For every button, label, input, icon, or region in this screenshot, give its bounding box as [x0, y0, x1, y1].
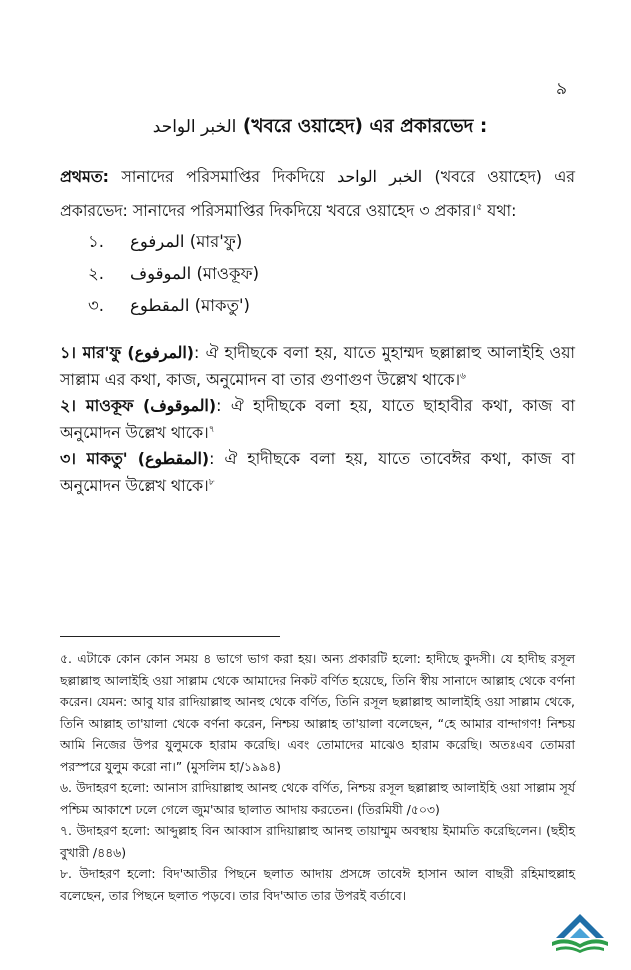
definition-paragraph: ৩। মাকতু' (المقطوع): ঐ হাদীছকে বলা হয়, যাতে তাবেঈর কথা, কাজ বা অনুমোদন উল্লেখ থাকে।$^৮$	[60, 449, 575, 495]
footnotes	[60, 648, 575, 906]
definitions	[60, 340, 575, 499]
footnote-divider	[60, 636, 280, 637]
list-item-arabic: المقطوع	[130, 296, 190, 315]
heading-text: (খবরে ওয়াহেদ) এর প্রকারভেদ :	[242, 116, 488, 137]
definition-term: ১। মার'ফু	[60, 343, 122, 362]
list-item-text: (মাকতু')	[189, 296, 250, 315]
definition-arabic: المقطوع	[144, 449, 202, 468]
list-item-number: ৩.	[88, 296, 104, 315]
list-item	[88, 226, 259, 258]
definition-term: ২। মাওকূফ	[60, 396, 134, 415]
definition-paragraph: ২। মাওকূফ (الموقوف): ঐ হাদীছকে বলা হয়, যাতে ছাহাবীর কথা, কাজ বা অনুমোদন উল্লেখ থাকে।$^৭$	[60, 396, 575, 442]
intro-part1: সানাদের পরিসমাপ্তির দিকদিয়ে	[108, 167, 338, 186]
page-number: ৯	[556, 79, 568, 99]
list-item-text: (মার'ফু)	[184, 232, 243, 251]
list-item-arabic: الموقوف	[130, 264, 192, 283]
list-item-arabic: المرفوع	[130, 232, 185, 251]
footnote-ref-7: ৭	[208, 424, 215, 435]
footnote: ৮. উদাহরণ হলো: বিদ'আতীর পিছনে ছলাত আদায় প্রসঙ্গে তাবেঈ হাসান আল বাছরী রহিমাহুল্লাহ বলেছেন, তার পিছনে ছলাত পড়বে। তার বিদ'আত তার উপরই বর্তাবে।	[60, 866, 575, 903]
types-list	[88, 226, 259, 322]
footnote-ref-5: ৫	[476, 202, 483, 213]
definition-paragraph: ১। মার'ফু (المرفوع): ঐ হাদীছকে বলা হয়, যাতে মুহাম্মদ ছল্লাল্লাহু আলাইহি ওয়া সাল্লাম এর কথা, কাজ, অনুমোদন বা তার গুণাগুণ উল্লেখ থাকে।$^৬$	[60, 343, 575, 389]
intro-arabic: الخبر الواحد	[337, 167, 423, 186]
definition-arabic: المرفوع	[134, 343, 187, 362]
definition-arabic: الموقوف	[150, 396, 209, 415]
footnote-ref-8: ৮	[208, 477, 215, 488]
footnote-ref-6: ৬	[460, 371, 466, 382]
list-item	[88, 290, 259, 322]
heading-arabic: الخبر الواحد	[152, 117, 237, 137]
publisher-logo-icon	[548, 908, 612, 958]
list-item-number: ১.	[88, 232, 104, 251]
definition-term: ৩। মাকতু'	[60, 449, 128, 468]
list-item-number: ২.	[88, 264, 104, 283]
intro-part2: (খবরে ওয়াহেদ) এর প্রকারভেদ: সানাদের পরিসমাপ্তির দিকদিয়ে খবরে ওয়াহেদ ৩ প্রকার।	[60, 167, 575, 220]
definition-text: : ঐ হাদীছকে বলা হয়, যাতে মুহাম্মদ ছল্লাল্লাহু আলাইহি ওয়া সাল্লাম এর কথা, কাজ, অনুমোদন বা তার গুণাগুণ উল্লেখ থাকে।	[60, 343, 575, 389]
intro-paragraph	[60, 160, 575, 228]
definition-text: : ঐ হাদীছকে বলা হয়, যাতে তাবেঈর কথা, কাজ বা অনুমোদন উল্লেখ থাকে।	[60, 449, 575, 495]
footnote: ৫. এটাকে কোন কোন সময় ৪ ভাগে ভাগ করা হয়। অন্য প্রকারটি হলো: হাদীছে কুদসী। যে হাদীছ রসূল ছল্লাল্লাহু আলাইহি ওয়া সাল্লাম থেকে আমাদের নিকট বর্ণিত হয়েছে, তিনি স্বীয় সানাদে আল্লাহ থেকে বর্ণনা করেন। যেমন: আবু যার রাদিয়াল্লাহু আনহু থেকে বর্ণিত, তিনি রসূল ছল্লাল্লাহু আলাইহি ওয়া সাল্লাম থেকে, তিনি আল্লাহ তা'য়ালা থেকে বর্ণনা করেন, নিশ্চয় আল্লাহ তা'য়ালা বলেছেন, “হে আমার বান্দাগণ! নিশ্চয় আমি নিজের উপর যুলুমকে হারাম করেছি। এবং তোমাদের মাঝেও হারাম করেছি। অতঃএব তোমরা পরস্পরে যুলুম করো না।” (মুসলিম হা/১৯৯৪)	[60, 651, 575, 774]
intro-lead: প্রথমত:	[60, 167, 109, 186]
intro-part3: যথা:	[482, 201, 517, 220]
list-item-text: (মাওকূফ)	[191, 264, 260, 283]
definition-text: : ঐ হাদীছকে বলা হয়, যাতে ছাহাবীর কথা, কাজ বা অনুমোদন উল্লেখ থাকে।	[60, 396, 575, 442]
list-item	[88, 258, 259, 290]
footnote: ৬. উদাহরণ হলো: আনাস রাদিয়াল্লাহু আনহু থেকে বর্ণিত, নিশ্চয় রসূল ছল্লাল্লাহু আলাইহি ওয়া সাল্লাম সূর্য পশ্চিম আকাশে ঢলে গেলে জুম'আর ছালাত আদায় করতেন। (তিরমিযী /৫০৩)	[60, 780, 575, 817]
section-heading	[60, 112, 580, 143]
footnote: ৭. উদাহরণ হলো: আব্দুল্লাহ বিন আব্বাস রাদিয়াল্লাহু আনহু তায়াম্মুম অবস্থায় ইমামতি করেছিলেন। (ছহীহ বুখারী /৪৪৬)	[60, 823, 575, 860]
